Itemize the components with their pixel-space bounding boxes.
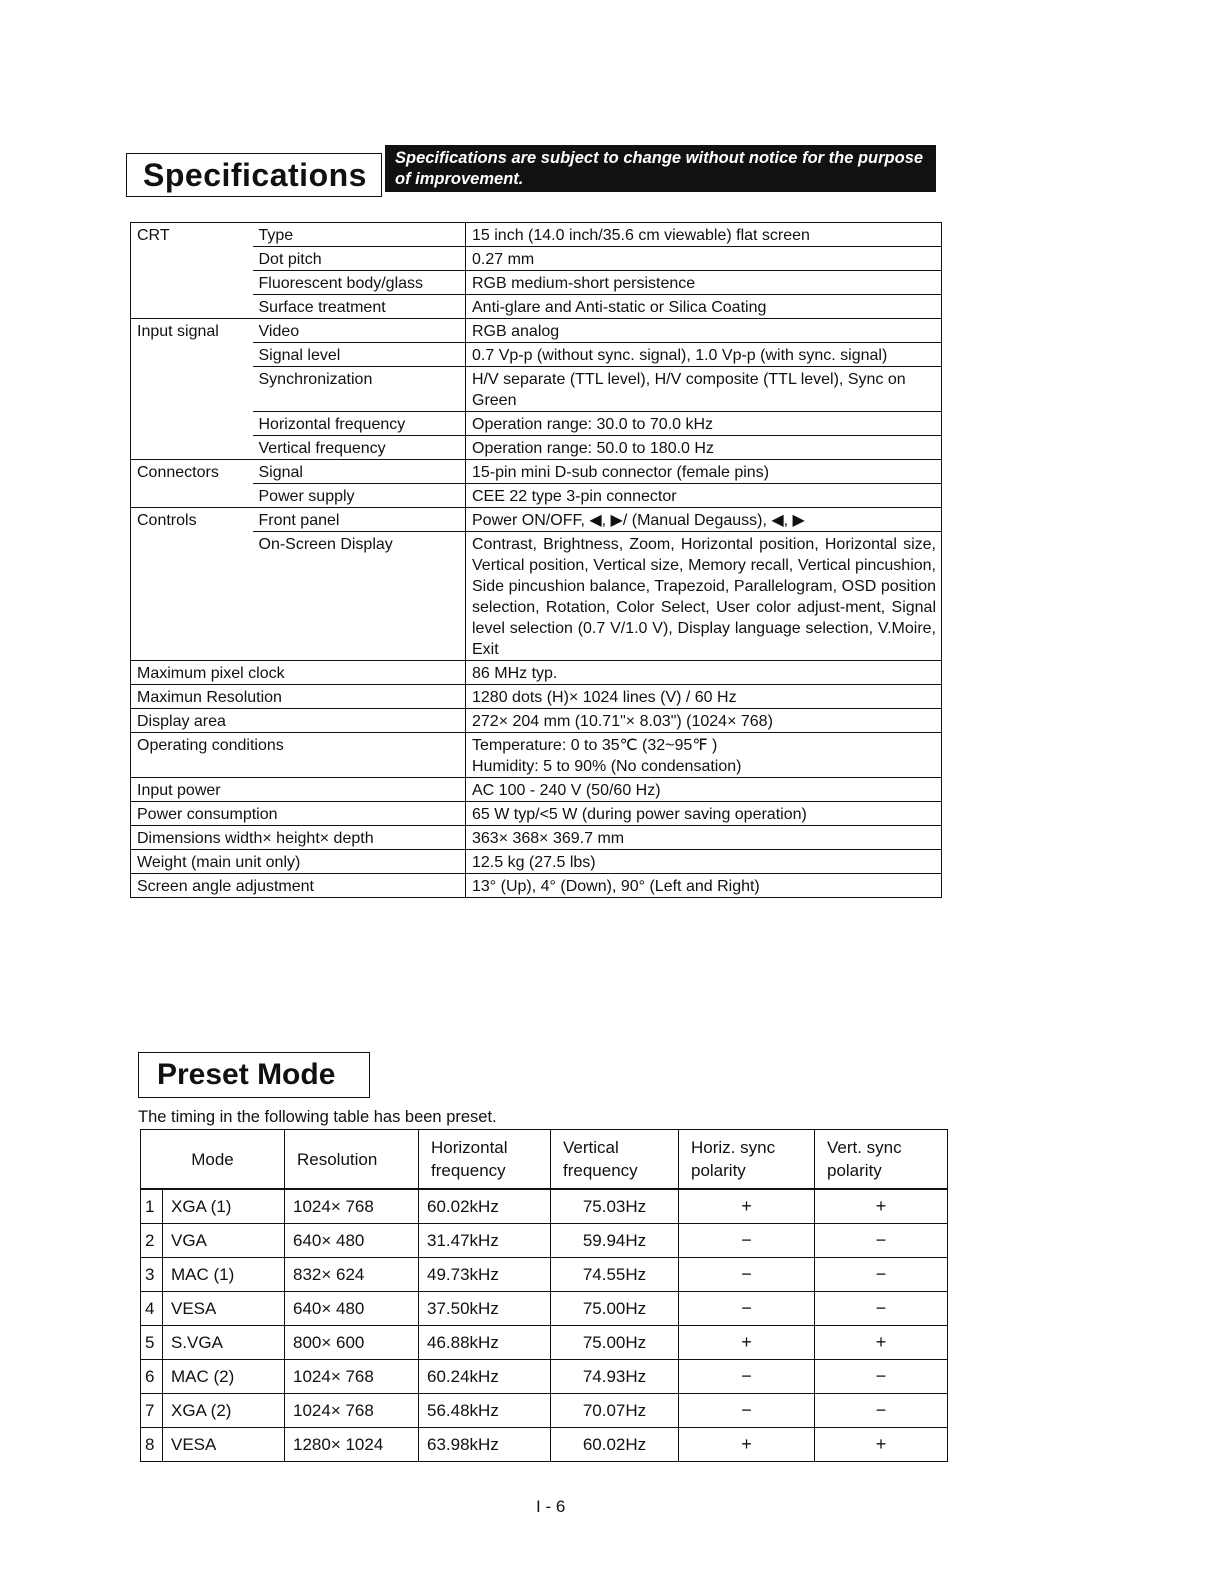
spec-value: Humidity: 5 to 90% (No condensation): [472, 758, 742, 775]
spec-item: Maximum pixel clock: [131, 661, 466, 685]
spec-value: Operation range: 30.0 to 70.0 kHz: [466, 412, 942, 436]
vfreq-cell: 75.03Hz: [551, 1189, 679, 1224]
spec-value: 0.27 mm: [466, 247, 942, 271]
col-header-hfreq: Horizontal frequency: [419, 1130, 551, 1190]
hpol-cell: −: [679, 1292, 815, 1326]
spec-item: Screen angle adjustment: [131, 874, 466, 898]
spec-value: 363× 368× 369.7 mm: [466, 826, 942, 850]
row-number: 3: [141, 1258, 163, 1292]
spec-group-label: Input signal: [131, 319, 253, 460]
specifications-header: [126, 145, 936, 199]
spec-value: Anti-glare and Anti-static or Silica Coating: [466, 295, 942, 319]
col-header-mode: Mode: [141, 1130, 285, 1190]
table-row: [141, 1189, 948, 1224]
spec-row: [131, 709, 942, 733]
hfreq-cell: 60.24kHz: [419, 1360, 551, 1394]
spec-value: Power ON/OFF, ◀, ▶/ (Manual Degauss), ◀, ▶: [466, 508, 942, 532]
spec-item: Front panel: [253, 508, 466, 532]
vpol-cell: −: [815, 1360, 948, 1394]
spec-value-cell: [466, 733, 942, 778]
row-number: 7: [141, 1394, 163, 1428]
spec-value: 0.7 Vp-p (without sync. signal), 1.0 Vp-p (with sync. signal): [466, 343, 942, 367]
resolution-cell: 800× 600: [285, 1326, 419, 1360]
spec-item: Dot pitch: [253, 247, 466, 271]
spec-group-label: CRT: [131, 223, 253, 319]
resolution-cell: 640× 480: [285, 1292, 419, 1326]
hfreq-cell: 46.88kHz: [419, 1326, 551, 1360]
spec-row: [131, 874, 942, 898]
specifications-title: Specifications: [126, 153, 382, 197]
spec-row: [131, 343, 942, 367]
spec-row: [131, 271, 942, 295]
row-number: 2: [141, 1224, 163, 1258]
spec-item: Maximun Resolution: [131, 685, 466, 709]
col-header-hpol: Horiz. sync polarity: [679, 1130, 815, 1190]
hfreq-cell: 63.98kHz: [419, 1428, 551, 1462]
hpol-cell: +: [679, 1189, 815, 1224]
spec-value: 15-pin mini D-sub connector (female pins): [466, 460, 942, 484]
spec-row: [131, 850, 942, 874]
spec-item: Surface treatment: [253, 295, 466, 319]
mode-cell: XGA (1): [163, 1189, 285, 1224]
spec-row: [131, 436, 942, 460]
preset-intro: The timing in the following table has been preset.: [138, 1108, 497, 1126]
spec-row: [131, 826, 942, 850]
table-row: [141, 1428, 948, 1462]
preset-mode-title: Preset Mode: [138, 1052, 370, 1098]
vfreq-cell: 60.02Hz: [551, 1428, 679, 1462]
spec-row: [131, 661, 942, 685]
spec-value: Temperature: 0 to 35℃ (32~95℉ ): [472, 737, 718, 754]
mode-cell: VESA: [163, 1292, 285, 1326]
row-number: 6: [141, 1360, 163, 1394]
spec-row: [131, 295, 942, 319]
spec-row: [131, 319, 942, 343]
spec-row: [131, 802, 942, 826]
table-row: [141, 1258, 948, 1292]
table-row: [141, 1292, 948, 1326]
row-number: 1: [141, 1189, 163, 1224]
spec-item: Fluorescent body/glass: [253, 271, 466, 295]
spec-row: [131, 532, 942, 661]
spec-value: Contrast, Brightness, Zoom, Horizontal position, Horizontal size, Vertical position, Vertical size, Memory recall, Vertical pincushion, Side pincushion balance, Trapezoid, Parallelogram, OSD position selection, Rotation, Color Select, User color adjust-ment, Signal level selection (0.7 V/1.0 V), Display language selection, V.Moire, Exit: [466, 532, 942, 661]
spec-value: 86 MHz typ.: [466, 661, 942, 685]
spec-item: Weight (main unit only): [131, 850, 466, 874]
hfreq-cell: 60.02kHz: [419, 1189, 551, 1224]
hfreq-cell: 56.48kHz: [419, 1394, 551, 1428]
table-row: [141, 1360, 948, 1394]
vfreq-cell: 59.94Hz: [551, 1224, 679, 1258]
hpol-cell: −: [679, 1394, 815, 1428]
hfreq-cell: 37.50kHz: [419, 1292, 551, 1326]
spec-item: Type: [253, 223, 466, 247]
spec-row: [131, 685, 942, 709]
spec-item: Vertical frequency: [253, 436, 466, 460]
spec-item: Input power: [131, 778, 466, 802]
row-number: 8: [141, 1428, 163, 1462]
spec-row: [131, 778, 942, 802]
spec-value: H/V separate (TTL level), H/V composite (TTL level), Sync on Green: [466, 367, 942, 412]
mode-cell: VGA: [163, 1224, 285, 1258]
spec-value: 12.5 kg (27.5 lbs): [466, 850, 942, 874]
spec-item: Dimensions width× height× depth: [131, 826, 466, 850]
spec-group-label: Connectors: [131, 460, 253, 508]
spec-row: [131, 412, 942, 436]
mode-cell: VESA: [163, 1428, 285, 1462]
spec-item: Horizontal frequency: [253, 412, 466, 436]
spec-value: 13° (Up), 4° (Down), 90° (Left and Right): [466, 874, 942, 898]
hfreq-cell: 49.73kHz: [419, 1258, 551, 1292]
hpol-cell: −: [679, 1224, 815, 1258]
vpol-cell: −: [815, 1258, 948, 1292]
table-row: [141, 1394, 948, 1428]
vpol-cell: +: [815, 1326, 948, 1360]
hpol-cell: +: [679, 1326, 815, 1360]
vpol-cell: −: [815, 1394, 948, 1428]
spec-value: 272× 204 mm (10.71"× 8.03") (1024× 768): [466, 709, 942, 733]
spec-value: Operation range: 50.0 to 180.0 Hz: [466, 436, 942, 460]
preset-mode-table: [140, 1129, 948, 1462]
spec-row: [131, 508, 942, 532]
spec-item: Operating conditions: [131, 733, 466, 778]
spec-item: Power consumption: [131, 802, 466, 826]
table-row: [141, 1326, 948, 1360]
resolution-cell: 1024× 768: [285, 1189, 419, 1224]
specifications-notice: Specifications are subject to change without notice for the purpose of improvement.: [385, 145, 936, 192]
spec-value: AC 100 - 240 V (50/60 Hz): [466, 778, 942, 802]
hpol-cell: +: [679, 1428, 815, 1462]
spec-row: [131, 460, 942, 484]
resolution-cell: 640× 480: [285, 1224, 419, 1258]
spec-item: Signal level: [253, 343, 466, 367]
spec-item: Signal: [253, 460, 466, 484]
preset-header-row: [141, 1130, 948, 1190]
col-header-vpol: Vert. sync polarity: [815, 1130, 948, 1190]
spec-value: CEE 22 type 3-pin connector: [466, 484, 942, 508]
resolution-cell: 1280× 1024: [285, 1428, 419, 1462]
mode-cell: MAC (2): [163, 1360, 285, 1394]
col-header-vfreq: Vertical frequency: [551, 1130, 679, 1190]
spec-group-label: Controls: [131, 508, 253, 661]
vpol-cell: −: [815, 1292, 948, 1326]
vfreq-cell: 75.00Hz: [551, 1292, 679, 1326]
vfreq-cell: 75.00Hz: [551, 1326, 679, 1360]
resolution-cell: 1024× 768: [285, 1394, 419, 1428]
spec-item: Synchronization: [253, 367, 466, 412]
hfreq-cell: 31.47kHz: [419, 1224, 551, 1258]
spec-value: 65 W typ/<5 W (during power saving operation): [466, 802, 942, 826]
row-number: 5: [141, 1326, 163, 1360]
spec-value: 1280 dots (H)× 1024 lines (V) / 60 Hz: [466, 685, 942, 709]
hpol-cell: −: [679, 1360, 815, 1394]
spec-row: [131, 223, 942, 247]
vpol-cell: +: [815, 1428, 948, 1462]
specifications-table: [130, 222, 942, 898]
vfreq-cell: 74.93Hz: [551, 1360, 679, 1394]
spec-item: Video: [253, 319, 466, 343]
mode-cell: XGA (2): [163, 1394, 285, 1428]
spec-value: RGB medium-short persistence: [466, 271, 942, 295]
spec-value: RGB analog: [466, 319, 942, 343]
spec-row: [131, 733, 942, 778]
vfreq-cell: 74.55Hz: [551, 1258, 679, 1292]
vfreq-cell: 70.07Hz: [551, 1394, 679, 1428]
hpol-cell: −: [679, 1258, 815, 1292]
vpol-cell: −: [815, 1224, 948, 1258]
resolution-cell: 832× 624: [285, 1258, 419, 1292]
page-number: I - 6: [536, 1497, 566, 1516]
mode-cell: S.VGA: [163, 1326, 285, 1360]
spec-item: On-Screen Display: [253, 532, 466, 661]
col-header-resolution: Resolution: [285, 1130, 419, 1190]
spec-item: Power supply: [253, 484, 466, 508]
spec-row: [131, 484, 942, 508]
resolution-cell: 1024× 768: [285, 1360, 419, 1394]
mode-cell: MAC (1): [163, 1258, 285, 1292]
spec-value: 15 inch (14.0 inch/35.6 cm viewable) flat screen: [466, 223, 942, 247]
vpol-cell: +: [815, 1189, 948, 1224]
row-number: 4: [141, 1292, 163, 1326]
table-row: [141, 1224, 948, 1258]
spec-row: [131, 367, 942, 412]
spec-row: [131, 247, 942, 271]
spec-item: Display area: [131, 709, 466, 733]
